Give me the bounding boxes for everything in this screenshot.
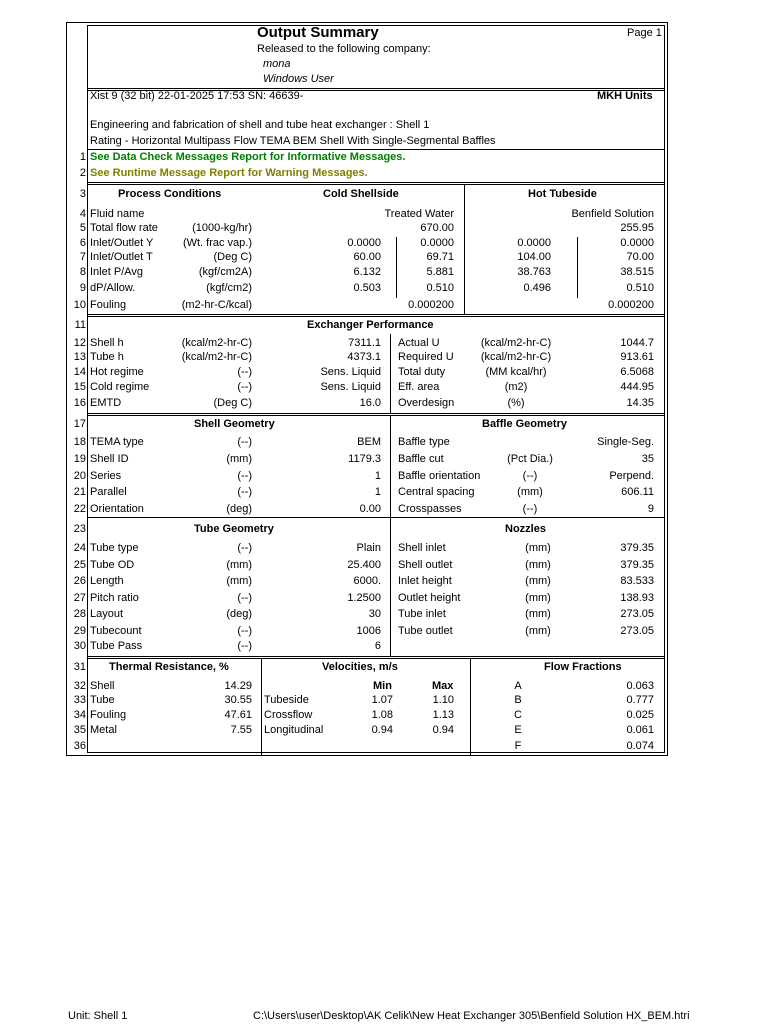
performance-label: Eff. area bbox=[398, 381, 440, 393]
shell-geometry-value: 0.00 bbox=[359, 503, 381, 515]
row-number: 12 bbox=[73, 337, 86, 349]
process-divider-2 bbox=[87, 184, 665, 185]
page-number: Page 1 bbox=[627, 27, 662, 39]
flow-fraction-value: 0.063 bbox=[626, 680, 654, 692]
shell-geometry-label: Parallel bbox=[90, 486, 127, 498]
tube-geometry-unit: (mm) bbox=[226, 559, 252, 571]
flow-fraction-label: C bbox=[514, 709, 522, 721]
performance-value: 16.0 bbox=[359, 397, 381, 409]
row-number: 6 bbox=[79, 237, 86, 249]
nozzle-label: Inlet height bbox=[398, 575, 452, 587]
row-number: 18 bbox=[73, 436, 86, 448]
performance-divider bbox=[87, 314, 665, 315]
shell-geometry-value: BEM bbox=[357, 436, 381, 448]
performance-value: 6.5068 bbox=[620, 366, 654, 378]
nozzle-unit: (mm) bbox=[525, 559, 551, 571]
baffle-geometry-label: Baffle cut bbox=[398, 453, 444, 465]
shell-geometry-unit: (--) bbox=[237, 436, 252, 448]
baffle-geometry-value: Single-Seg. bbox=[597, 436, 654, 448]
nozzle-value: 138.93 bbox=[620, 592, 654, 604]
hot-outlet-value: 255.95 bbox=[620, 222, 654, 234]
row-number: 15 bbox=[73, 381, 86, 393]
footer-file-path: C:\Users\user\Desktop\AK Celik\New Heat Exchanger 305\Benfield Solution HX_BEM.htri bbox=[253, 1010, 690, 1022]
tube-geometry-label: Tube type bbox=[90, 542, 139, 554]
nozzle-label: Tube inlet bbox=[398, 608, 446, 620]
process-row-label: Inlet/Outlet T bbox=[90, 251, 153, 263]
row-number: 21 bbox=[73, 486, 86, 498]
performance-label: Hot regime bbox=[90, 366, 144, 378]
performance-value: 14.35 bbox=[626, 397, 654, 409]
thermal-resistance-heading: Thermal Resistance, % bbox=[109, 661, 229, 673]
row-number: 3 bbox=[79, 188, 86, 200]
hot-outlet-value: 38.515 bbox=[620, 266, 654, 278]
tube-geometry-value: 30 bbox=[368, 608, 381, 620]
performance-label: Shell h bbox=[90, 337, 124, 349]
shell-geometry-unit: (deg) bbox=[226, 503, 252, 515]
performance-value: 913.61 bbox=[620, 351, 654, 363]
tube-geometry-unit: (--) bbox=[237, 592, 252, 604]
performance-label: Cold regime bbox=[90, 381, 150, 393]
shell-geometry-label: Series bbox=[90, 470, 122, 482]
flow-fraction-value: 0.777 bbox=[626, 694, 654, 706]
performance-unit: (--) bbox=[237, 381, 252, 393]
performance-unit: (Deg C) bbox=[213, 397, 252, 409]
frame-top bbox=[66, 22, 668, 23]
cold-inlet-value: 60.00 bbox=[353, 251, 381, 263]
geometry-column-divider bbox=[390, 415, 391, 656]
hot-tubeside-heading: Hot Tubeside bbox=[528, 188, 597, 200]
tube-geometry-heading: Tube Geometry bbox=[194, 523, 274, 535]
row-number: 20 bbox=[73, 470, 86, 482]
velocity-label: Tubeside bbox=[264, 694, 309, 706]
velocity-label: Longitudinal bbox=[264, 724, 324, 736]
tube-divider bbox=[87, 517, 665, 518]
row-number: 32 bbox=[73, 680, 86, 692]
description-line-1: Engineering and fabrication of shell and tube heat exchanger : Shell 1 bbox=[90, 119, 430, 131]
performance-unit: (kcal/m2-hr-C) bbox=[480, 351, 552, 363]
row-number: 30 bbox=[73, 640, 86, 652]
process-row-label: Inlet/Outlet Y bbox=[90, 237, 154, 249]
row-number: 9 bbox=[79, 282, 86, 294]
bottom-divider-2 bbox=[87, 658, 665, 659]
cold-outlet-value: 0.000200 bbox=[408, 299, 454, 311]
shell-geometry-value: 1 bbox=[374, 486, 381, 498]
tube-geometry-value: 6 bbox=[374, 640, 381, 652]
cold-inlet-value: 0.503 bbox=[353, 282, 381, 294]
performance-unit: (%) bbox=[507, 397, 525, 409]
process-conditions-heading: Process Conditions bbox=[118, 188, 222, 200]
thermal-resistance-value: 47.61 bbox=[224, 709, 252, 721]
hot-outlet-value: 0.0000 bbox=[620, 237, 654, 249]
tube-geometry-unit: (--) bbox=[237, 640, 252, 652]
performance-unit: (--) bbox=[237, 366, 252, 378]
shell-geometry-label: Orientation bbox=[90, 503, 144, 515]
cold-inlet-value: 6.132 bbox=[353, 266, 381, 278]
shell-geometry-unit: (--) bbox=[237, 470, 252, 482]
messages-divider bbox=[87, 149, 665, 150]
frame-bottom bbox=[66, 755, 668, 756]
baffle-geometry-label: Baffle type bbox=[398, 436, 450, 448]
shell-geometry-unit: (--) bbox=[237, 486, 252, 498]
row-number: 13 bbox=[73, 351, 86, 363]
cold-shellside-heading: Cold Shellside bbox=[323, 188, 399, 200]
baffle-geometry-label: Crosspasses bbox=[398, 503, 462, 515]
performance-divider-2 bbox=[87, 316, 665, 317]
tube-geometry-value: 6000. bbox=[353, 575, 381, 587]
baffle-geometry-value: Perpend. bbox=[609, 470, 654, 482]
performance-value: 7311.1 bbox=[348, 337, 381, 349]
baffle-geometry-value: 9 bbox=[647, 503, 654, 515]
hot-inlet-value: 0.496 bbox=[523, 282, 551, 294]
velocity-max-value: 1.13 bbox=[432, 709, 454, 721]
performance-unit: (kcal/m2-hr-C) bbox=[480, 337, 552, 349]
row-number: 14 bbox=[73, 366, 86, 378]
velocity-max-value: 1.10 bbox=[432, 694, 454, 706]
thermal-resistance-value: 30.55 bbox=[224, 694, 252, 706]
thermal-resistance-label: Metal bbox=[90, 724, 117, 736]
cold-outlet-value: 0.0000 bbox=[420, 237, 454, 249]
flow-fraction-value: 0.025 bbox=[626, 709, 654, 721]
flow-fraction-value: 0.061 bbox=[626, 724, 654, 736]
row-number: 8 bbox=[79, 266, 86, 278]
performance-label: Overdesign bbox=[398, 397, 455, 409]
performance-value: 1044.7 bbox=[620, 337, 654, 349]
tube-geometry-label: Layout bbox=[90, 608, 124, 620]
hot-outlet-value: 70.00 bbox=[626, 251, 654, 263]
process-row-unit: (kgf/cm2A) bbox=[198, 266, 252, 278]
row-number: 7 bbox=[79, 251, 86, 263]
row-number: 10 bbox=[73, 299, 86, 311]
velocity-min-value: 1.07 bbox=[371, 694, 393, 706]
tube-geometry-value: 1.2500 bbox=[347, 592, 381, 604]
flow-fractions-heading: Flow Fractions bbox=[544, 661, 622, 673]
performance-label: Total duty bbox=[398, 366, 446, 378]
process-row-unit: (kgf/cm2) bbox=[206, 282, 252, 294]
tube-geometry-unit: (deg) bbox=[226, 608, 252, 620]
tube-geometry-label: Tubecount bbox=[90, 625, 142, 637]
row-number: 1 bbox=[79, 151, 86, 163]
units-label: MKH Units bbox=[597, 90, 653, 102]
process-row-label: Total flow rate bbox=[90, 222, 158, 234]
process-row-unit: (Wt. frac vap.) bbox=[182, 237, 252, 249]
geometry-divider bbox=[87, 413, 665, 414]
nozzle-unit: (mm) bbox=[525, 592, 551, 604]
performance-value: 4373.1 bbox=[347, 351, 381, 363]
nozzle-value: 83.533 bbox=[620, 575, 654, 587]
performance-unit: (kcal/m2-hr-C) bbox=[181, 337, 252, 349]
row-number: 26 bbox=[73, 575, 86, 587]
inner-frame-right bbox=[664, 25, 665, 753]
row-number: 36 bbox=[73, 740, 86, 752]
hot-outlet-value: 0.510 bbox=[626, 282, 654, 294]
hot-inlet-value: 104.00 bbox=[517, 251, 551, 263]
row-number: 5 bbox=[79, 222, 86, 234]
nozzle-unit: (mm) bbox=[525, 575, 551, 587]
row-number: 23 bbox=[73, 523, 86, 535]
process-row-label: Fluid name bbox=[90, 208, 145, 220]
row-number: 2 bbox=[79, 167, 86, 179]
nozzle-unit: (mm) bbox=[525, 542, 551, 554]
released-text: Released to the following company: bbox=[257, 43, 431, 55]
cold-outlet-value: 5.881 bbox=[426, 266, 454, 278]
velocity-min-value: 1.08 bbox=[371, 709, 393, 721]
row-number: 29 bbox=[73, 625, 86, 637]
report-title: Output Summary bbox=[257, 24, 379, 41]
nozzles-heading: Nozzles bbox=[505, 523, 546, 535]
tube-geometry-label: Length bbox=[90, 575, 124, 587]
baffle-geometry-label: Central spacing bbox=[398, 486, 475, 498]
tube-geometry-value: Plain bbox=[356, 542, 381, 554]
data-check-message-link[interactable]: See Data Check Messages Report for Informative Messages. bbox=[90, 151, 406, 163]
process-row-unit: (m2-hr-C/kcal) bbox=[181, 299, 252, 311]
performance-label: EMTD bbox=[90, 397, 122, 409]
velocity-max-value: 0.94 bbox=[432, 724, 454, 736]
row-number: 19 bbox=[73, 453, 86, 465]
shell-geometry-label: TEMA type bbox=[90, 436, 144, 448]
baffle-geometry-unit: (--) bbox=[522, 470, 538, 482]
performance-unit: (m2) bbox=[504, 381, 528, 393]
baffle-geometry-value: 35 bbox=[641, 453, 654, 465]
nozzle-value: 379.35 bbox=[620, 559, 654, 571]
row-number: 4 bbox=[79, 208, 86, 220]
tube-geometry-unit: (--) bbox=[237, 542, 252, 554]
velocity-max-heading: Max bbox=[432, 680, 454, 692]
performance-column-divider bbox=[390, 334, 391, 414]
nozzle-value: 273.05 bbox=[620, 608, 654, 620]
velocities-heading: Velocities, m/s bbox=[322, 661, 398, 673]
shell-geometry-unit: (mm) bbox=[226, 453, 252, 465]
velocity-min-value: 0.94 bbox=[371, 724, 393, 736]
row-number: 35 bbox=[73, 724, 86, 736]
process-divider bbox=[87, 182, 665, 183]
geometry-divider-2 bbox=[87, 415, 665, 416]
shell-geometry-value: 1179.3 bbox=[348, 453, 381, 465]
company-name: mona bbox=[263, 58, 291, 70]
nozzle-label: Outlet height bbox=[398, 592, 461, 604]
tube-geometry-unit: (mm) bbox=[226, 575, 252, 587]
hot-outlet-value: Benfield Solution bbox=[571, 208, 654, 220]
row-number: 11 bbox=[74, 319, 86, 331]
performance-label: Required U bbox=[398, 351, 454, 363]
row-number: 16 bbox=[73, 397, 86, 409]
velocity-min-heading: Min bbox=[373, 680, 392, 692]
footer-unit: Unit: Shell 1 bbox=[68, 1010, 128, 1022]
shell-geometry-heading: Shell Geometry bbox=[194, 418, 275, 430]
nozzle-value: 379.35 bbox=[620, 542, 654, 554]
performance-label: Actual U bbox=[398, 337, 440, 349]
tube-geometry-unit: (--) bbox=[237, 625, 252, 637]
process-row-label: dP/Allow. bbox=[90, 282, 136, 294]
performance-label: Tube h bbox=[90, 351, 124, 363]
baffle-geometry-value: 606.11 bbox=[621, 486, 654, 498]
bottom-divider bbox=[87, 656, 665, 657]
row-number: 27 bbox=[73, 592, 86, 604]
nozzle-unit: (mm) bbox=[525, 625, 551, 637]
tube-geometry-label: Tube Pass bbox=[90, 640, 143, 652]
exchanger-performance-heading: Exchanger Performance bbox=[307, 319, 434, 331]
baffle-geometry-unit: (mm) bbox=[517, 486, 543, 498]
row-number: 24 bbox=[73, 542, 86, 554]
velocity-label: Crossflow bbox=[264, 709, 313, 721]
cold-outlet-value: Treated Water bbox=[384, 208, 454, 220]
thermal-resistance-label: Fouling bbox=[90, 709, 127, 721]
tube-geometry-value: 25.400 bbox=[347, 559, 381, 571]
row-number: 33 bbox=[73, 694, 86, 706]
flow-fraction-label: E bbox=[514, 724, 522, 736]
cold-outlet-value: 69.71 bbox=[426, 251, 454, 263]
thermal-resistance-value: 14.29 bbox=[224, 680, 252, 692]
baffle-geometry-label: Baffle orientation bbox=[398, 470, 481, 482]
tube-geometry-label: Pitch ratio bbox=[90, 592, 139, 604]
process-row-unit: (Deg C) bbox=[213, 251, 252, 263]
baffle-geometry-heading: Baffle Geometry bbox=[482, 418, 567, 430]
user-name: Windows User bbox=[263, 73, 334, 85]
header-divider bbox=[87, 88, 665, 89]
row-number: 22 bbox=[73, 503, 86, 515]
nozzle-value: 273.05 bbox=[620, 625, 654, 637]
performance-value: Sens. Liquid bbox=[320, 381, 381, 393]
frame-right bbox=[667, 22, 668, 756]
process-row-unit: (1000-kg/hr) bbox=[192, 222, 252, 234]
runtime-message-link[interactable]: See Runtime Message Report for Warning Messages. bbox=[90, 167, 368, 179]
nozzle-unit: (mm) bbox=[525, 608, 551, 620]
performance-unit: (MM kcal/hr) bbox=[485, 366, 547, 378]
baffle-geometry-unit: (Pct Dia.) bbox=[507, 453, 553, 465]
baffle-geometry-unit: (--) bbox=[522, 503, 538, 515]
cold-outlet-value: 0.510 bbox=[426, 282, 454, 294]
shell-geometry-value: 1 bbox=[374, 470, 381, 482]
row-number: 31 bbox=[73, 661, 86, 673]
description-line-2: Rating - Horizontal Multipass Flow TEMA BEM Shell With Single-Segmental Baffles bbox=[90, 135, 496, 147]
hot-outlet-value: 0.000200 bbox=[608, 299, 654, 311]
nozzle-label: Tube outlet bbox=[398, 625, 453, 637]
performance-unit: (kcal/m2-hr-C) bbox=[181, 351, 252, 363]
flow-fraction-label: A bbox=[514, 680, 522, 692]
cold-outlet-value: 670.00 bbox=[420, 222, 454, 234]
tube-geometry-value: 1006 bbox=[356, 625, 381, 637]
flow-fraction-label: F bbox=[514, 740, 522, 752]
flow-fraction-label: B bbox=[514, 694, 522, 706]
performance-value: Sens. Liquid bbox=[320, 366, 381, 378]
row-number: 28 bbox=[73, 608, 86, 620]
nozzle-label: Shell outlet bbox=[398, 559, 453, 571]
process-row-label: Fouling bbox=[90, 299, 127, 311]
row-number: 25 bbox=[73, 559, 86, 571]
thermal-resistance-value: 7.55 bbox=[230, 724, 252, 736]
nozzle-label: Shell inlet bbox=[398, 542, 446, 554]
row-number: 34 bbox=[73, 709, 86, 721]
tube-geometry-label: Tube OD bbox=[90, 559, 135, 571]
hot-inlet-value: 38.763 bbox=[517, 266, 551, 278]
hot-inlet-value: 0.0000 bbox=[517, 237, 551, 249]
shell-geometry-label: Shell ID bbox=[90, 453, 129, 465]
version-info: Xist 9 (32 bit) 22-01-2025 17:53 SN: 46639- bbox=[90, 90, 304, 102]
thermal-resistance-label: Shell bbox=[90, 680, 115, 692]
cold-inlet-value: 0.0000 bbox=[347, 237, 381, 249]
flow-fraction-value: 0.074 bbox=[626, 740, 654, 752]
process-row-label: Inlet P/Avg bbox=[90, 266, 143, 278]
performance-value: 444.95 bbox=[620, 381, 654, 393]
row-number: 17 bbox=[73, 418, 86, 430]
thermal-resistance-label: Tube bbox=[90, 694, 115, 706]
